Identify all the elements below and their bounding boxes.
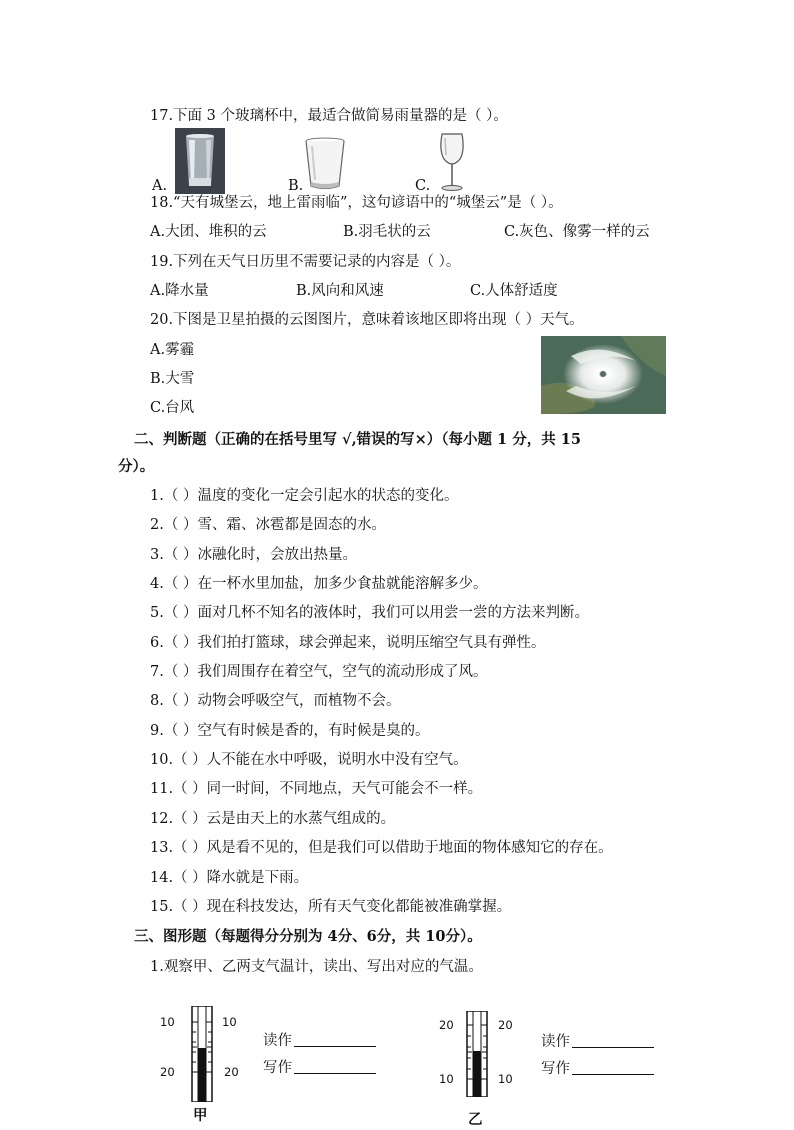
read-answer-blank-a[interactable] (294, 1032, 376, 1047)
judge-item-14: 14.（ ）降水就是下雨。 (150, 870, 309, 886)
q19-option-a: A.降水量 (150, 283, 209, 299)
judge-item-15: 15.（ ）现在科技发达，所有天气变化都能被准确掌握。 (150, 899, 512, 915)
read-label-a: 读作 (263, 1033, 292, 1049)
judge-item-5: 5.（ ）面对几杯不知名的液体时，我们可以用尝一尝的方法来判断。 (150, 605, 589, 621)
q20-option-a: A.雾霾 (150, 342, 195, 358)
q20-option-c: C.台风 (150, 400, 195, 416)
therm-a-top-right: 10 (222, 1015, 237, 1029)
judge-item-12: 12.（ ）云是由天上的水蒸气组成的。 (150, 811, 396, 827)
therm-b-name: 乙 (468, 1111, 483, 1128)
therm-a-name: 甲 (193, 1107, 208, 1124)
thermometer-a (190, 1006, 214, 1102)
therm-b-write-row (541, 1059, 654, 1079)
judge-item-9: 9.（ ）空气有时候是香的，有时候是臭的。 (150, 723, 430, 739)
question-18: 18.“天有城堡云，地上雷雨临”，这句谚语中的“城堡云”是（ ）。 (150, 195, 563, 211)
therm-b-read-row (541, 1032, 654, 1052)
read-answer-blank-b[interactable] (572, 1033, 654, 1048)
therm-b-top-left: 20 (439, 1018, 454, 1032)
write-answer-blank-b[interactable] (572, 1060, 654, 1075)
question-19: 19.下列在天气日历里不需要记录的内容是（ ）。 (150, 254, 461, 270)
q20-option-b: B.大雪 (150, 371, 195, 387)
q18-option-c: C.灰色、像雾一样的云 (504, 224, 650, 240)
read-label-b: 读作 (541, 1034, 570, 1050)
judge-item-4: 4.（ ）在一杯水里加盐，加多少食盐就能溶解多少。 (150, 576, 488, 592)
write-label-b: 写作 (541, 1061, 570, 1077)
q19-option-c: C.人体舒适度 (470, 283, 558, 299)
section-3-heading: 三、图形题（每题得分分别为 4分、6分，共 10分）。 (134, 928, 482, 945)
judge-item-10: 10.（ ）人不能在水中呼吸，说明水中没有空气。 (150, 752, 468, 768)
glass-c-photo (436, 131, 468, 193)
q19-option-b: B.风向和风速 (296, 283, 384, 299)
write-answer-blank-a[interactable] (294, 1059, 376, 1074)
therm-a-read-row (263, 1031, 376, 1051)
judge-item-13: 13.（ ）风是看不见的，但是我们可以借助于地面的物体感知它的存在。 (150, 840, 613, 856)
section-2-heading-cont: 分）。 (118, 458, 155, 475)
judge-item-8: 8.（ ）动物会呼吸空气，而植物不会。 (150, 693, 401, 709)
therm-a-top-left: 10 (160, 1015, 175, 1029)
q17-option-a: A. (152, 178, 168, 194)
judge-item-2: 2.（ ）雪、霜、冰雹都是固态的水。 (150, 517, 386, 533)
therm-b-bottom-right: 10 (498, 1072, 513, 1086)
judge-item-6: 6.（ ）我们拍打篮球，球会弹起来，说明压缩空气具有弹性。 (150, 635, 546, 651)
q17-option-c: C. (415, 178, 431, 194)
therm-a-bottom-left: 20 (160, 1065, 175, 1079)
therm-b-top-right: 20 (498, 1018, 513, 1032)
section-2-heading: 二、判断题（正确的在括号里写 √,错误的写×）（每小题 1 分，共 15 (134, 431, 581, 448)
thermometer-b (465, 1011, 489, 1097)
therm-a-write-row (263, 1058, 376, 1078)
judge-item-1: 1.（ ）温度的变化一定会引起水的状态的变化。 (150, 488, 459, 504)
glass-b-photo (302, 136, 348, 192)
graph-question-1: 1.观察甲、乙两支气温计，读出、写出对应的气温。 (150, 959, 483, 975)
glass-a-photo (175, 128, 225, 194)
q18-option-a: A.大团、堆积的云 (150, 224, 267, 240)
write-label-a: 写作 (263, 1060, 292, 1076)
therm-a-bottom-right: 20 (224, 1065, 239, 1079)
therm-b-bottom-left: 10 (439, 1072, 454, 1086)
judge-item-3: 3.（ ）冰融化时，会放出热量。 (150, 547, 357, 563)
question-17: 17.下面 3 个玻璃杯中，最适合做简易雨量器的是（ ）。 (150, 108, 508, 124)
question-20: 20.下图是卫星拍摄的云图图片，意味着该地区即将出现（ ）天气。 (150, 312, 584, 328)
q18-option-b: B.羽毛状的云 (343, 224, 431, 240)
satellite-cloud-image (541, 336, 666, 414)
judge-item-11: 11.（ ）同一时间，不同地点，天气可能会不一样。 (150, 781, 483, 797)
q17-option-b: B. (288, 178, 304, 194)
judge-item-7: 7.（ ）我们周围存在着空气，空气的流动形成了风。 (150, 664, 488, 680)
